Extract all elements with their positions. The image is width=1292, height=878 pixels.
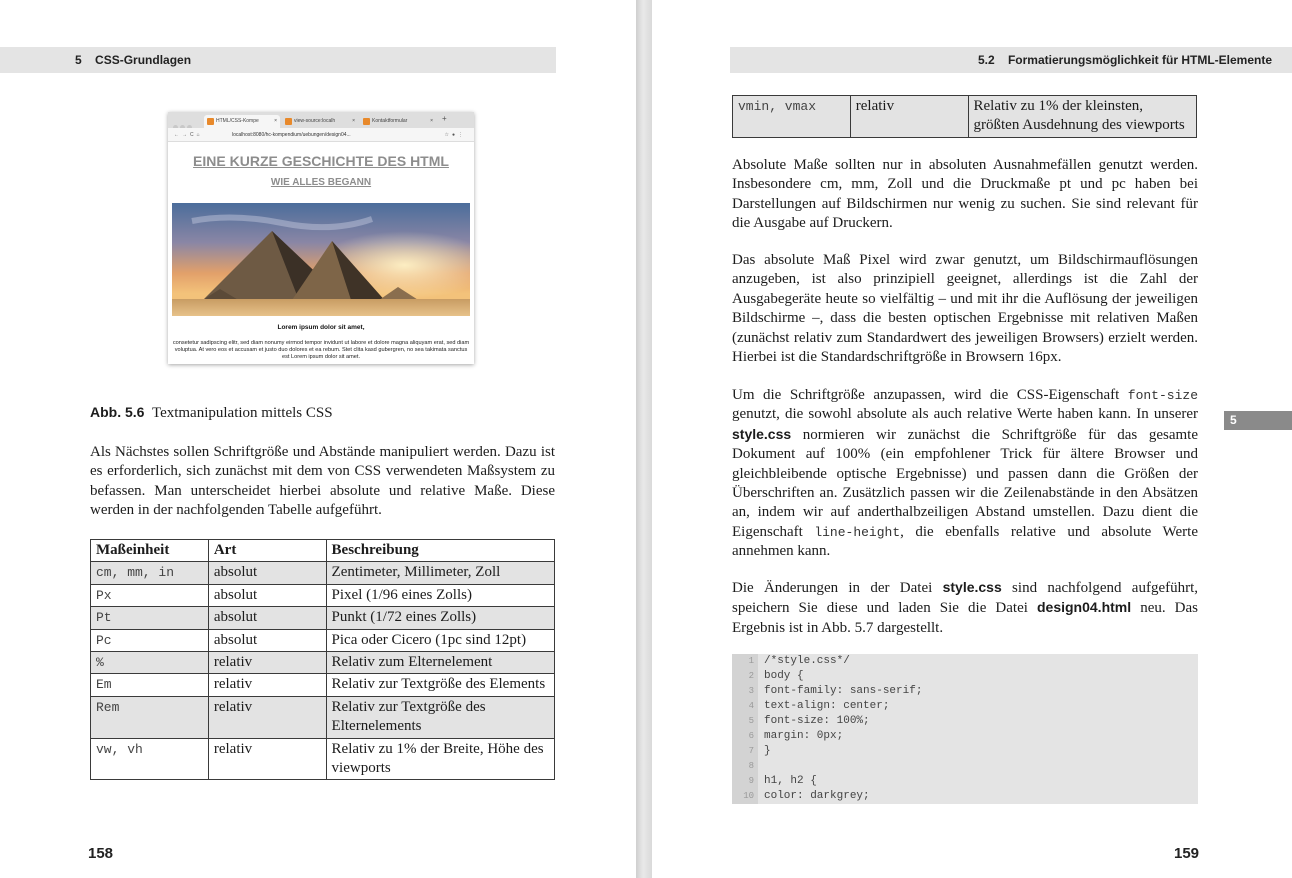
table-header-cell: Art (208, 540, 326, 562)
caption-text: Textmanipulation mittels CSS (151, 405, 333, 421)
right-page (652, 0, 1292, 878)
table-cell-type: absolut (208, 607, 326, 629)
table-cell-unit: Em (91, 674, 209, 696)
navigation-icons: ←→C⌂ (174, 132, 203, 138)
favicon-icon (363, 118, 370, 125)
inline-code: font-size (1127, 388, 1198, 403)
table-cell-unit: Px (91, 584, 209, 606)
code-line: 6 margin: 0px; (748, 730, 844, 742)
browser-tab: HTML/CSS-Kompe × (204, 115, 280, 128)
browser-tab: view-source:localh × (282, 115, 358, 128)
table-cell-unit: cm, mm, in (91, 562, 209, 584)
table-cell-type: relativ (208, 674, 326, 696)
chapter-thumb-tab: 5 (1224, 411, 1292, 430)
favicon-icon (207, 118, 214, 125)
chapter-number: 5 (75, 53, 82, 67)
table-cell-description: Relativ zur Textgröße des Elternelements (326, 696, 554, 738)
table-cell-type: relativ (208, 738, 326, 780)
table-row (91, 629, 555, 651)
running-header (730, 47, 1292, 73)
table-cell-unit: vmin, vmax (733, 96, 851, 138)
page-number: 158 (88, 845, 114, 862)
units-table (90, 539, 555, 780)
pyramids-photo (172, 203, 470, 316)
paragraph-pixel-units: Das absolute Maß Pixel wird zwar genutzt, um Bildschirmauflösungen anzugeben, ist also prinzipiell geeignet, allerdings ist die Zahl der Ausgabegeräte heute so vielfältig – und mit ihr die Auflösung der jeweiligen Bildschirme –, dass die besten optischen Ergebnisse mit relativen Maßen (zunächst relativ zum Standardwert des jeweiligen Browsers) erzielt werden. Hierbei ist die Standardschriftgröße in Browsern 16px. (732, 252, 1198, 366)
filename-bold: design04.html (1036, 599, 1132, 616)
new-tab-icon: + (442, 114, 447, 123)
filename-bold: style.css (942, 579, 1002, 595)
table-cell-description: Pica oder Cicero (1pc sind 12pt) (326, 629, 554, 651)
table-cell-type: relativ (208, 696, 326, 738)
table-cell-unit: Pc (91, 629, 209, 651)
table-cell-unit: Pt (91, 607, 209, 629)
close-icon: × (430, 118, 433, 124)
units-table-continued (732, 95, 1197, 138)
code-line: 8 (748, 761, 754, 771)
table-row (91, 738, 555, 780)
table-cell-type: absolut (208, 562, 326, 584)
table-cell-type: absolut (208, 584, 326, 606)
table-cell-description: Relativ zu 1% der Breite, Höhe des viewports (326, 738, 554, 780)
table-header-row (91, 540, 555, 562)
browser-tab-bar (168, 112, 474, 128)
table-cell-description: Relativ zur Textgröße des Elements (326, 674, 554, 696)
browser-address-bar (168, 128, 474, 142)
code-line: 10 color: darkgrey; (743, 790, 870, 802)
running-header (0, 47, 556, 73)
table-header-cell: Beschreibung (326, 540, 554, 562)
section-number: 5.2 (977, 53, 995, 67)
paragraph-font-size: Um die Schriftgröße anzupassen, wird die CSS-Eigenschaft font-size genutzt, die sowohl absolute als auch relative Werte haben kann. In unserer style.css normieren wir zunächst die Schriftgröße für das gesamte Dokument auf 100% (ein empfohlener Trick für ältere Browser und gleichbleibende optische Ergebnisse) und passen dann die Größen der Überschriften an. Zusätzlich passen wir die Zeilenabstände in den Absätzen an, indem wir auf anderthalbzeiligen Abstand umstellen. Dazu dient die Eigenschaft line-height, die ebenfalls relative und absolute Werte annehmen kann. (732, 387, 1198, 560)
table-cell-description: Punkt (1/72 eines Zolls) (326, 607, 554, 629)
browser-screenshot-figure (168, 112, 474, 364)
figure-page-subheading: WIE ALLES BEGANN (270, 177, 372, 188)
table-row (91, 562, 555, 584)
table-row (733, 96, 1197, 138)
figure-lorem-title: Lorem ipsum dolor sit amet, (277, 324, 365, 331)
table-row (91, 674, 555, 696)
paragraph-absolute-units: Absolute Maße sollten nur in absoluten Ausnahmefällen genutzt werden. Insbesondere cm, mm, Zoll und die Druckmaße pt und pc haben bei Darstellungen auf Bildschirmen nur wenig zu suchen. Sie sind relevant für die Ausgabe auf Druckern. (732, 157, 1198, 232)
table-cell-unit: % (91, 652, 209, 674)
paragraph-changes: Die Änderungen in der Datei style.css sind nachfolgend aufgeführt, speichern Sie diese und laden Sie die Datei design04.html neu. Das Ergebnis ist in Abb. 5.7 dargestellt. (732, 579, 1199, 636)
intro-paragraph: Als Nächstes sollen Schriftgröße und Abstände manipuliert werden. Dazu ist es erforderlich, sich zunächst mit dem von CSS verwendeten Maßsystem zu befassen. Man unterscheidet hierbei absolute und relative Maße. Diese werden in der nachfolgenden Tabelle aufgeführt. (90, 444, 555, 519)
chapter-title: CSS-Grundlagen (95, 53, 192, 67)
table-cell-unit: Rem (91, 696, 209, 738)
left-page (0, 0, 636, 878)
table-cell-type: relativ (208, 652, 326, 674)
browser-tab: Kontaktformular × (360, 115, 436, 128)
table-cell-type: absolut (208, 629, 326, 651)
table-cell-description: Relativ zu 1% der kleinsten, größten Ausdehnung des viewports (968, 96, 1197, 138)
inline-code: line-height (814, 524, 901, 540)
table-row (91, 584, 555, 606)
figure-caption (90, 404, 333, 422)
book-gutter (636, 0, 652, 878)
table-row (91, 652, 555, 674)
code-line: 3 font-family: sans-serif; (748, 685, 923, 697)
filename-bold: style.css (732, 425, 792, 442)
bookmark-star-icon: ☆●⋮ (444, 132, 466, 138)
caption-label: Abb. 5.6 (90, 404, 145, 420)
figure-page-heading: EINE KURZE GESCHICHTE DES HTML (193, 153, 449, 169)
code-line: 7 } (748, 745, 771, 757)
table-cell-description: Pixel (1/96 eines Zolls) (326, 584, 554, 606)
browser-url: localhost:8080/hc-kompendium/uebungen/design04... (232, 132, 351, 138)
code-line: 1 /*style.css*/ (748, 655, 850, 667)
code-line: 2 body { (748, 670, 804, 682)
table-header-cell: Maßeinheit (91, 540, 209, 562)
code-line: 9 h1, h2 { (748, 775, 817, 787)
close-icon: × (352, 118, 355, 124)
table-cell-description: Relativ zum Elternelement (326, 652, 554, 674)
section-title: Formatierungsmöglichkeit für HTML-Elemente (1007, 53, 1272, 67)
code-line: 5 font-size: 100%; (748, 715, 870, 727)
figure-lorem-text: consetetur sadipscing elitr, sed diam nonumy eirmod tempor invidunt ut labore et dolore magna aliquyam erat, sed diam voluptua. At vero eos et accusam et justo duo dolores et ea rebum. Stet clita kasd gubergren, no sea takimata sanctus est Lorem ipsum dolor sit amet. (172, 340, 470, 360)
table-cell-type: relativ (850, 96, 968, 138)
code-line: 4 text-align: center; (748, 700, 890, 712)
table-cell-description: Zentimeter, Millimeter, Zoll (326, 562, 554, 584)
close-icon: × (274, 118, 277, 124)
table-cell-unit: vw, vh (91, 738, 209, 780)
table-row (91, 607, 555, 629)
page-number: 159 (1174, 845, 1200, 862)
favicon-icon (285, 118, 292, 125)
code-listing (732, 654, 1198, 804)
table-row (91, 696, 555, 738)
